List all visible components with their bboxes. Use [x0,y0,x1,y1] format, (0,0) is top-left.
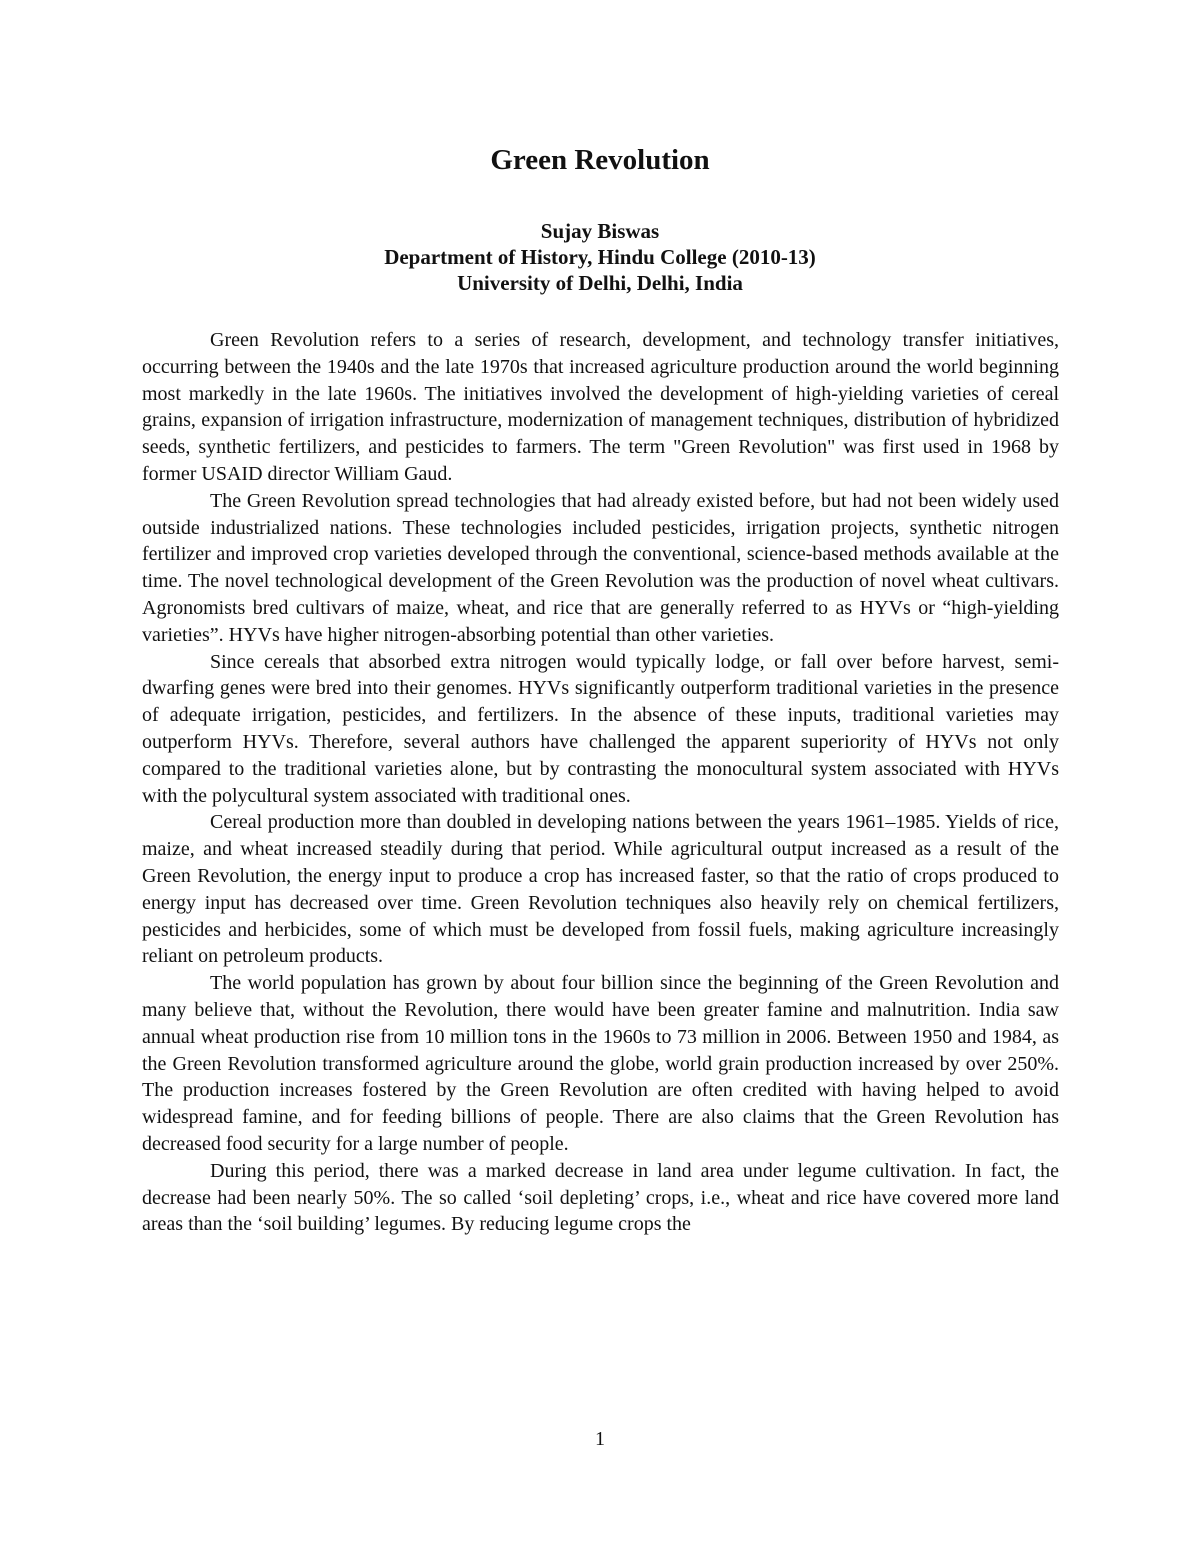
body-paragraph: Since cereals that absorbed extra nitrogen would typically lodge, or fall over before harvest, semi-dwarfing genes were bred into their genomes. HYVs significantly outperform traditional varieties in the presence of adequate irrigation, pesticides, and fertilizers. In the absence of these inputs, traditional varieties may outperform HYVs. Therefore, several authors have challenged the apparent superiority of HYVs not only compared to the traditional varieties alone, but by contrasting the monocultural system associated with HYVs with the polycultural system associated with traditional ones. [142,650,1059,807]
document-body [142,327,1059,1238]
author-block [0,218,1200,296]
body-paragraph: During this period, there was a marked decrease in land area under legume cultivation. In fact, the decrease had been nearly 50%. The so called ‘soil depleting’ crops, i.e., wheat and rice have covered more land areas than the ‘soil building’ legumes. By reducing legume crops the [142,1159,1059,1236]
author-university: University of Delhi, Delhi, India [457,271,743,295]
document-title: Green Revolution [490,144,710,176]
body-paragraph: The Green Revolution spread technologies that had already existed before, but had not been widely used outside industrialized nations. These technologies included pesticides, irrigation projects, synthetic nitrogen fertilizer and improved crop varieties developed through the conventional, science-based methods available at the time. The novel technological development of the Green Revolution was the production of novel wheat cultivars. Agronomists bred cultivars of maize, wheat, and rice that are generally referred to as HYVs or “high-yielding varieties”. HYVs have higher nitrogen-absorbing potential than other varieties. [142,489,1059,646]
body-paragraph: Cereal production more than doubled in developing nations between the years 1961–1985. Yields of rice, maize, and wheat increased steadily during that period. While agricultural output increased as a result of the Green Revolution, the energy input to produce a crop has increased faster, so that the ratio of crops produced to energy input has decreased over time. Green Revolution techniques also heavily rely on chemical fertilizers, pesticides and herbicides, some of which must be developed from fossil fuels, making agriculture increasingly reliant on petroleum products. [142,811,1059,968]
author-department: Department of History, Hindu College (2010-13) [384,245,816,269]
page-number: 1 [595,1428,605,1450]
body-paragraph: The world population has grown by about four billion since the beginning of the Green Revolution and many believe that, without the Revolution, there would have been greater famine and malnutrition. India saw annual wheat production rise from 10 million tons in the 1960s to 73 million in 2006. Between 1950 and 1984, as the Green Revolution transformed agriculture around the globe, world grain production increased by over 250%. The production increases fostered by the Green Revolution are often credited with having helped to avoid widespread famine, and for feeding billions of people. There are also claims that the Green Revolution has decreased food security for a large number of people. [142,972,1059,1155]
author-name: Sujay Biswas [540,219,660,243]
body-paragraph: Green Revolution refers to a series of research, development, and technology transfer initiatives, occurring between the 1940s and the late 1970s that increased agriculture production around the world beginning most markedly in the late 1960s. The initiatives involved the development of high-yielding varieties of cereal grains, expansion of irrigation infrastructure, modernization of management techniques, distribution of hybridized seeds, synthetic fertilizers, and pesticides to farmers. The term "Green Revolution" was first used in 1968 by former USAID director William Gaud. [142,329,1059,485]
